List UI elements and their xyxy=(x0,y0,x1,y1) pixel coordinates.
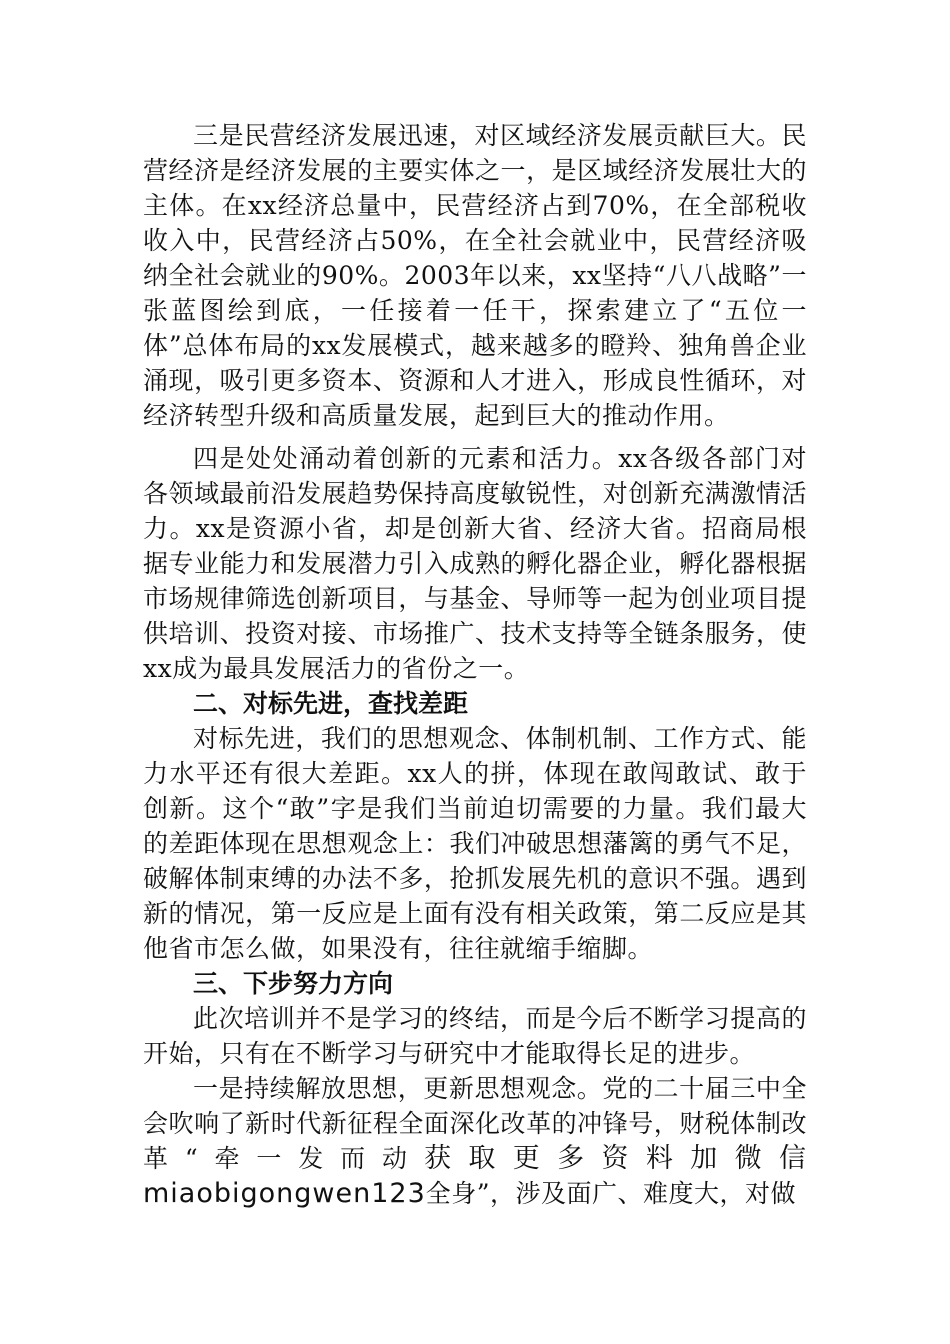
paragraph-innovation: 四是处处涌动着创新的元素和活力。xx各级各部门对各领域最前沿发展趋势保持高度敏锐性，对创新充满激情活力。xx是资源小省，却是创新大省、经济大省。招商局根据专业能力和发展潜力引入成熟的孵化器企业，孵化器根据市场规律筛选创新项目，与基金、导师等一起为创业项目提供培训、投资对接、市场推广、技术支持等全链条服务，使xx成为最具发展活力的省份之一。 xyxy=(143,444,807,683)
paragraph-emancipate-mind xyxy=(143,1071,807,1211)
paragraph-gap: 对标先进，我们的思想观念、体制机制、工作方式、能力水平还有很大差距。xx人的拼，体现在敢闯敢试、敢于创新。这个“敢”字是我们当前迫切需要的力量。我们最大的差距体现在思想观念上：我们冲破思想藩篱的勇气不足，破解体制束缚的办法不多，抢抓发展先机的意识不强。遇到新的情况，第一反应是上面有没有相关政策，第二反应是其他省市怎么做，如果没有，往往就缩手缩脚。 xyxy=(143,724,807,963)
paragraph-private-economy: 三是民营经济发展迅速，对区域经济发展贡献巨大。民营经济是经济发展的主要实体之一，是区域经济发展壮大的主体。在xx经济总量中，民营经济占到70%，在全部税收收入中，民营经济占50%，在全社会就业中，民营经济吸纳全社会就业的90%。2003年以来，xx坚持“八八战略”一张蓝图绘到底，一任接着一任干，探索建立了“五位一体”总体布局的xx发展模式，越来越多的瞪羚、独角兽企业涌现，吸引更多资本、资源和人才进入，形成良性循环，对经济转型升级和高质量发展，起到巨大的推动作用。 xyxy=(143,121,807,430)
paragraph-text-b: 全身”，涉及面广、难度大，对做 xyxy=(425,1179,797,1208)
paragraph-training: 此次培训并不是学习的终结，而是今后不断学习提高的开始，只有在不断学习与研究中才能取得长足的进步。 xyxy=(143,1004,807,1068)
section-heading-benchmark: 二、对标先进，查找差距 xyxy=(193,689,469,718)
section-heading-next-steps: 三、下步努力方向 xyxy=(193,969,394,998)
paragraph-text-a: 一是持续解放思想，更新思想观念。党的二十届三中全会吹响了新时代新征程全面深化改革的冲锋号，财税体制改革“牵一发而动 xyxy=(143,1074,807,1173)
wechat-watermark-text: 获取更多资料加微信miaobigongwen123 xyxy=(143,1143,807,1209)
